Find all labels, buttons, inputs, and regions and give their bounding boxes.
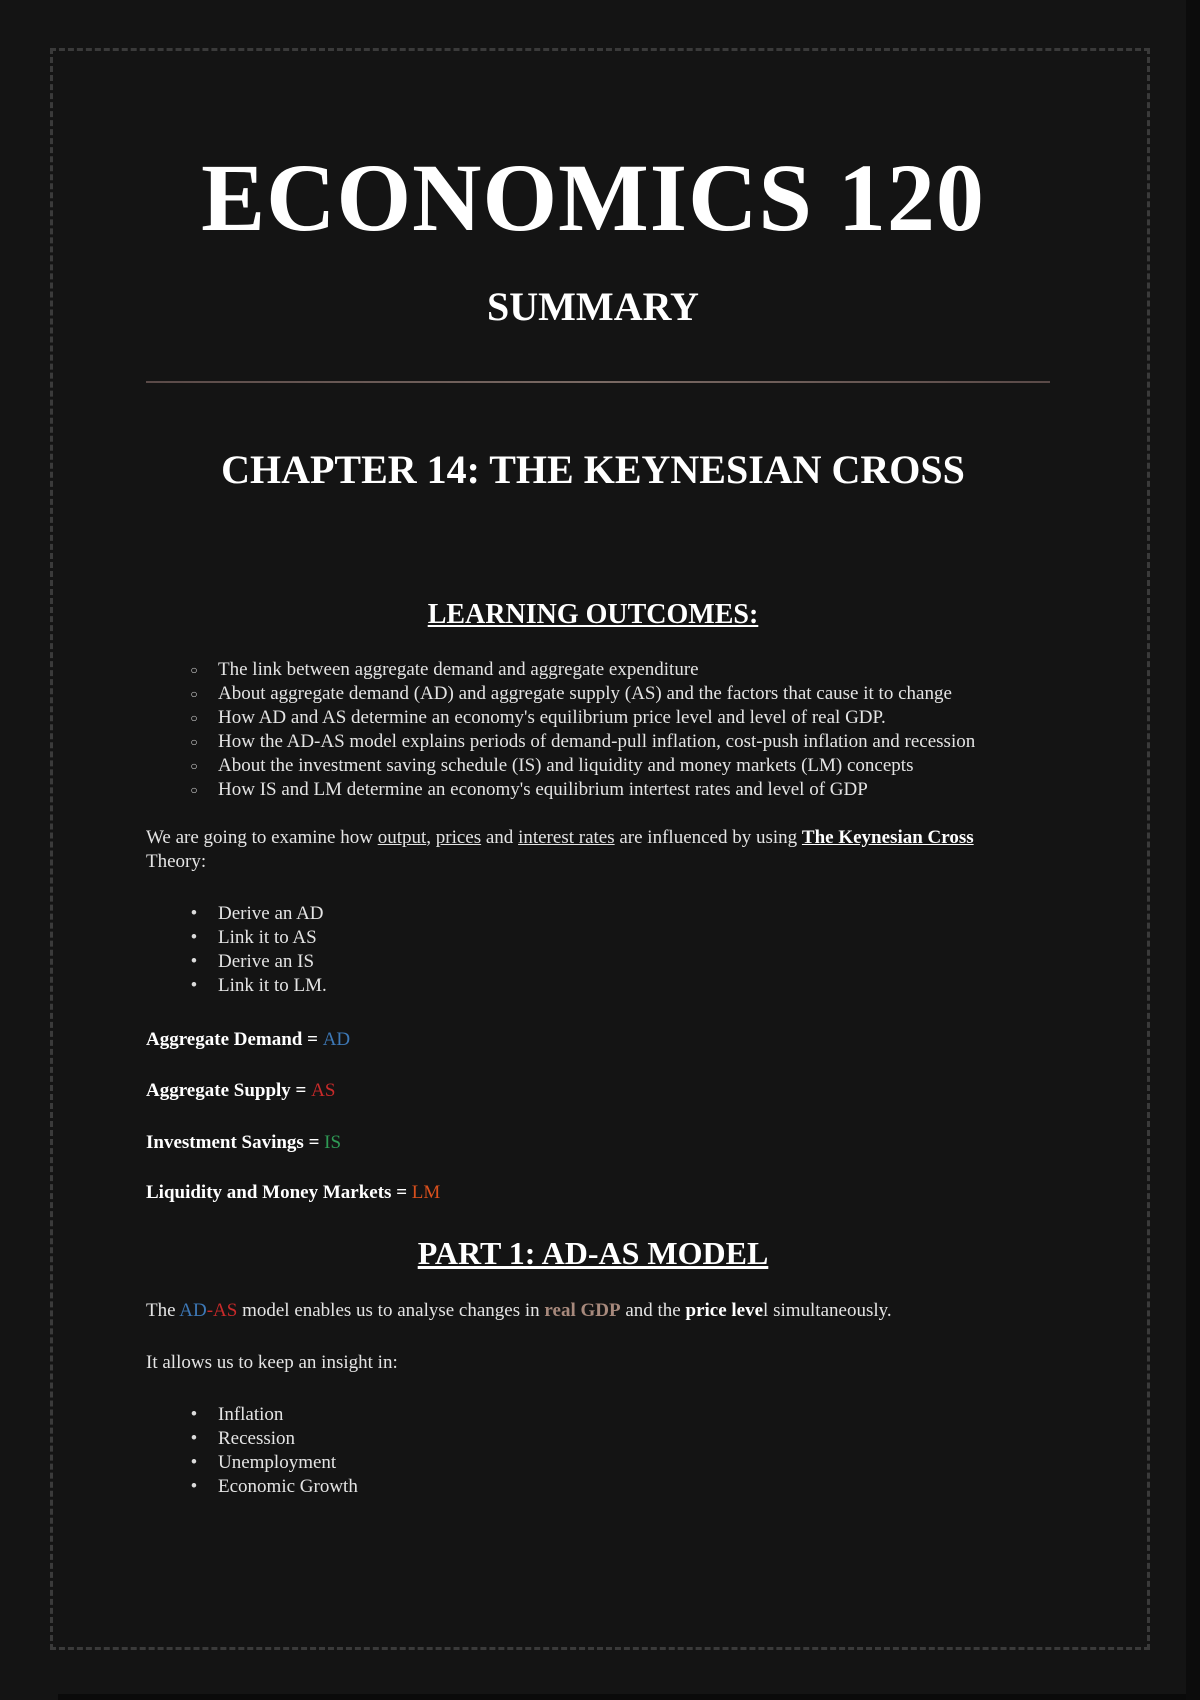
- insight-list: [146, 1403, 358, 1499]
- definition-abbr: LM: [411, 1182, 441, 1203]
- list-item-text: Inflation: [218, 1404, 284, 1425]
- list-item-text: Unemployment: [218, 1452, 337, 1473]
- list-item-text: Link it to AS: [218, 927, 317, 948]
- learning-outcomes-heading: LEARNING OUTCOMES:: [427, 599, 759, 630]
- list-item-text: How AD and AS determine an economy's equilibrium price level and level of real GDP.: [218, 707, 886, 728]
- list-item-text: The link between aggregate demand and aggregate expenditure: [218, 659, 699, 680]
- keynesian-cross-term: The Keynesian Cross: [801, 827, 974, 848]
- list-item-text: Link it to LM.: [218, 975, 327, 996]
- list-item-text: How IS and LM determine an economy's equilibrium intertest rates and level of GDP: [218, 779, 868, 800]
- bullet-icon: •: [190, 1452, 198, 1473]
- intro-text: We are going to examine how: [146, 827, 378, 848]
- list-item: [146, 1427, 358, 1451]
- list-item: [146, 658, 975, 682]
- list-item: [146, 682, 975, 706]
- list-item: [146, 1451, 358, 1475]
- model-paragraph: [146, 1299, 1046, 1323]
- list-item-text: How the AD-AS model explains periods of demand-pull inflation, cost-push inflation and recession: [218, 731, 976, 752]
- list-item: [146, 1403, 358, 1427]
- model-as: AS: [213, 1300, 238, 1321]
- list-item: [146, 754, 975, 778]
- list-item: [146, 950, 327, 974]
- definition-abbr: IS: [324, 1132, 342, 1153]
- bullet-icon: •: [190, 1428, 198, 1449]
- part1-heading: PART 1: AD-AS MODEL: [417, 1235, 769, 1271]
- circle-bullet-icon: ○: [190, 687, 198, 701]
- prices-term: prices: [435, 827, 482, 848]
- definition-abbr: AD: [322, 1029, 351, 1050]
- output-term: output: [377, 827, 427, 848]
- title-divider: [146, 381, 1050, 383]
- definition-investment-savings: [146, 1131, 341, 1155]
- definition-aggregate-supply: [146, 1079, 335, 1103]
- interest-rates-term: interest rates: [518, 827, 615, 848]
- definition-label: Aggregate Supply =: [146, 1080, 312, 1101]
- model-and-the: and the: [620, 1300, 686, 1321]
- model-ad: AD: [179, 1300, 207, 1321]
- list-item-text: Derive an AD: [218, 903, 324, 924]
- real-gdp-term: real GDP: [544, 1300, 621, 1321]
- intro-and: and: [481, 827, 519, 848]
- document-subtitle: SUMMARY: [487, 284, 699, 329]
- bullet-icon: •: [190, 1476, 198, 1497]
- definition-label: Investment Savings =: [146, 1132, 325, 1153]
- list-item-text: About the investment saving schedule (IS) and liquidity and money markets (LM) concepts: [218, 755, 914, 776]
- circle-bullet-icon: ○: [190, 759, 198, 773]
- list-item: [146, 926, 327, 950]
- definition-abbr: AS: [311, 1080, 336, 1101]
- model-dash: -: [206, 1300, 214, 1321]
- bullet-icon: •: [190, 951, 198, 972]
- circle-bullet-icon: ○: [190, 783, 198, 797]
- model-end: l simultaneously.: [763, 1300, 892, 1321]
- steps-list: [146, 902, 327, 998]
- circle-bullet-icon: ○: [190, 735, 198, 749]
- chapter-title: CHAPTER 14: THE KEYNESIAN CROSS: [221, 447, 965, 492]
- definition-aggregate-demand: [146, 1028, 350, 1052]
- list-item: [146, 902, 327, 926]
- circle-bullet-icon: ○: [190, 711, 198, 725]
- list-item: [146, 730, 975, 754]
- bullet-icon: •: [190, 1404, 198, 1425]
- list-item: [146, 706, 975, 730]
- definition-label: Liquidity and Money Markets =: [146, 1182, 412, 1203]
- bullet-icon: •: [190, 927, 198, 948]
- circle-bullet-icon: ○: [190, 663, 198, 677]
- model-middle: model enables us to analyse changes in: [237, 1300, 545, 1321]
- definition-liquidity-money-markets: [146, 1181, 440, 1205]
- list-item-text: Recession: [218, 1428, 296, 1449]
- intro-theory: Theory:: [146, 851, 207, 872]
- insight-paragraph: It allows us to keep an insight in:: [146, 1352, 398, 1373]
- list-item-text: About aggregate demand (AD) and aggregate supply (AS) and the factors that cause it to change: [218, 683, 952, 704]
- list-item: [146, 1475, 358, 1499]
- list-item: [146, 778, 975, 802]
- list-item-text: Economic Growth: [218, 1476, 358, 1497]
- bullet-icon: •: [190, 975, 198, 996]
- bullet-icon: •: [190, 903, 198, 924]
- definition-label: Aggregate Demand =: [146, 1029, 323, 1050]
- list-item-text: Derive an IS: [218, 951, 315, 972]
- model-the: The: [146, 1300, 180, 1321]
- page-right-edge: [1186, 0, 1200, 1700]
- intro-middle: are influenced by using: [614, 827, 802, 848]
- page-bottom-edge: [58, 1694, 1186, 1700]
- intro-paragraph: [146, 826, 1046, 874]
- learning-outcomes-list: [146, 658, 975, 802]
- list-item: [146, 974, 327, 998]
- document-title: ECONOMICS 120: [201, 144, 985, 251]
- price-level-term: price leve: [685, 1300, 764, 1321]
- intro-comma: ,: [426, 827, 436, 848]
